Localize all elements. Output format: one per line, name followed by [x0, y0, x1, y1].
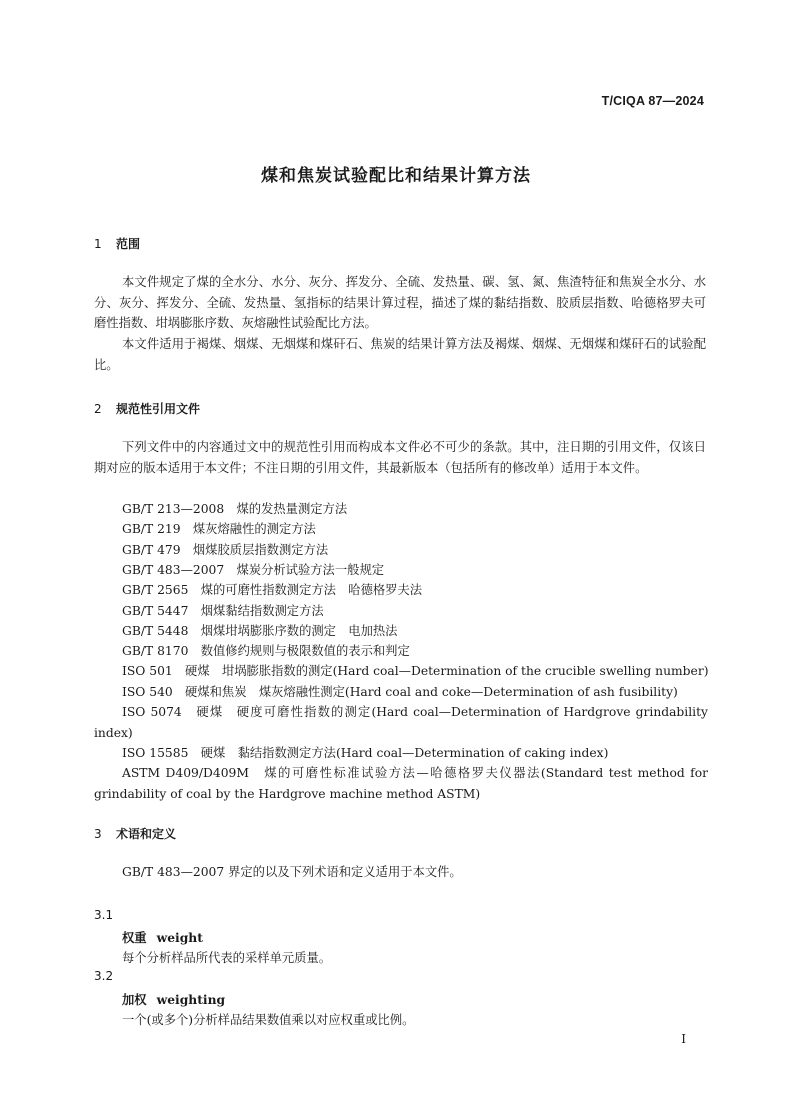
- section-1-paragraph-1: 本文件规定了煤的全水分、水分、灰分、挥发分、全硫、发热量、碳、氢、氮、焦渣特征和焦炭全水分、水分、灰分、挥发分、全硫、发热量、氢指标的结果计算过程，描述了煤的黏结指数、胶质层指数、哈德格罗夫可磨性指数、坩埚膨胀序数、灰熔融性试验配比方法。: [94, 275, 706, 330]
- term-definition: 每个分析样品所代表的采样单元质量。: [122, 951, 332, 965]
- reference-item: GB/T 483—2007 煤炭分析试验方法一般规定: [122, 563, 385, 577]
- section-3-intro: GB/T 483—2007 界定的以及下列术语和定义适用于本文件。: [122, 865, 462, 879]
- section-2-intro: 下列文件中的内容通过文中的规范性引用而构成本文件必不可少的条款。其中，注日期的引用文件，仅该日期对应的版本适用于本文件；不注日期的引用文件，其最新版本（包括所有的修改单）适用于本文件。: [94, 440, 706, 475]
- term-heading: [122, 928, 203, 946]
- term-zh: 加权: [122, 993, 147, 1007]
- term-heading: [122, 990, 225, 1008]
- section-number: 2: [94, 402, 102, 416]
- section-3-heading: [94, 825, 176, 842]
- section-1-heading: [94, 235, 140, 252]
- reference-item: GB/T 5448 烟煤坩埚膨胀序数的测定 电加热法: [122, 624, 398, 638]
- reference-item: GB/T 213—2008 煤的发热量测定方法: [122, 502, 348, 516]
- reference-item: ISO 15585 硬煤 黏结指数测定方法(Hard coal—Determination of caking index): [122, 746, 609, 760]
- section-number: 1: [94, 237, 102, 251]
- reference-item: GB/T 2565 煤的可磨性指数测定方法 哈德格罗夫法: [122, 583, 423, 597]
- term-number: 3.2: [94, 969, 114, 983]
- term-definition: 一个(或多个)分析样品结果数值乘以对应权重或比例。: [122, 1013, 415, 1027]
- section-title: 规范性引用文件: [116, 402, 201, 416]
- term-en: weight: [156, 930, 203, 945]
- section-2-heading: [94, 400, 200, 417]
- term-number: 3.1: [94, 908, 114, 922]
- reference-item: GB/T 479 烟煤胶质层指数测定方法: [122, 543, 329, 557]
- term-en: weighting: [156, 992, 226, 1007]
- term-zh: 权重: [122, 931, 147, 945]
- reference-item: GB/T 8170 数值修约规则与极限数值的表示和判定: [122, 644, 410, 658]
- document-title: 煤和焦炭试验配比和结果计算方法: [261, 166, 531, 186]
- reference-item: ISO 501 硬煤 坩埚膨胀指数的测定(Hard coal—Determination of the crucible swelling number): [122, 664, 709, 678]
- reference-item: GB/T 219 煤灰熔融性的测定方法: [122, 522, 316, 536]
- reference-item: GB/T 5447 烟煤黏结指数测定方法: [122, 604, 324, 618]
- reference-item: ISO 540 硬煤和焦炭 煤灰熔融性测定(Hard coal and coke—Determination of ash fusibility): [122, 685, 678, 699]
- page-number: I: [681, 1032, 686, 1046]
- section-1-paragraph-2: 本文件适用于褐煤、烟煤、无烟煤和煤矸石、焦炭的结果计算方法及褐煤、烟煤、无烟煤和煤矸石的试验配比。: [94, 337, 706, 372]
- reference-item: ASTM D409/D409M 煤的可磨性标准试验方法—哈德格罗夫仪器法(Standard test method for grindability of coal by the Hardgrove machine method ASTM): [94, 766, 708, 801]
- section-title: 术语和定义: [116, 827, 177, 841]
- reference-item: ISO 5074 硬煤 硬度可磨性指数的测定(Hard coal—Determination of Hardgrove grindability index): [94, 705, 708, 740]
- section-number: 3: [94, 827, 102, 841]
- section-title: 范围: [116, 237, 141, 251]
- standard-number: T/CIQA 87—2024: [601, 94, 704, 108]
